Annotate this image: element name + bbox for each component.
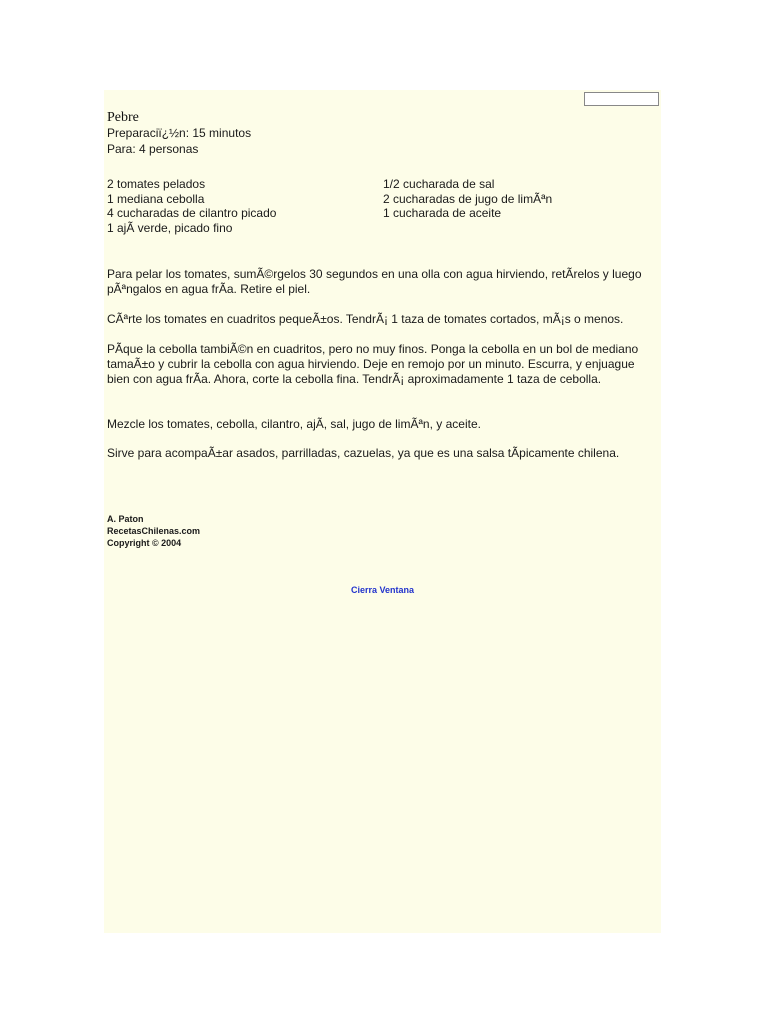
prep-time: Preparaciï¿½n: 15 minutos bbox=[107, 126, 252, 140]
close-window-link[interactable]: Cierra Ventana bbox=[350, 585, 415, 595]
copyright-text: Copyright © 2004 bbox=[107, 538, 182, 548]
step-paragraph: CÃªrte los tomates en cuadritos pequeÃ±os. TendrÃ¡ 1 taza de tomates cortados, mÃ¡s o menos. bbox=[107, 312, 624, 326]
step-paragraph: Para pelar los tomates, sumÃ©rgelos 30 segundos en una olla con agua hirviendo, retÃrelos y luego pÃªngalos en agua frÃa. Retire el piel. bbox=[107, 267, 642, 296]
ingredients-right-list bbox=[383, 177, 552, 221]
ingredient-item: 4 cucharadas de cilantro picado bbox=[107, 206, 277, 220]
site-name: RecetasChilenas.com bbox=[107, 526, 201, 536]
ingredient-item: 2 tomates pelados bbox=[107, 177, 206, 191]
recipe-title: Pebre bbox=[107, 110, 139, 125]
ingredient-item: 1 ajÃ verde, picado fino bbox=[107, 220, 233, 235]
step-paragraph: Mezcle los tomates, cebolla, cilantro, ajÃ, sal, jugo de limÃªn, y aceite. bbox=[107, 417, 481, 431]
ingredient-item: 2 cucharadas de jugo de limÃªn bbox=[383, 191, 553, 206]
author-name: A. Paton bbox=[107, 514, 144, 524]
ingredients-left-list bbox=[107, 177, 276, 235]
ingredient-item: 1/2 cucharada de sal bbox=[383, 177, 495, 191]
step-paragraph: Sirve para acompaÃ±ar asados, parrilladas, cazuelas, ya que es una salsa tÃpicamente chilena. bbox=[107, 446, 620, 460]
step-paragraph: PÃque la cebolla tambiÃ©n en cuadritos, pero no muy finos. Ponga la cebolla en un bol de mediano tamaÃ±o y cubrir la cebolla con agua hirviendo. Deje en remojo por un minuto. Escurra, y enjuague bien con agua frÃa. Ahora, corte la cebolla fina. TendrÃ¡ aproximadamente 1 taza de cebolla. bbox=[107, 342, 639, 386]
ingredient-item: 1 mediana cebolla bbox=[107, 191, 205, 206]
ingredient-item: 1 cucharada de aceite bbox=[383, 206, 502, 220]
recipe-page bbox=[104, 90, 661, 933]
corner-box bbox=[584, 92, 659, 106]
credits-block bbox=[107, 513, 200, 549]
servings: Para: 4 personas bbox=[107, 142, 199, 156]
